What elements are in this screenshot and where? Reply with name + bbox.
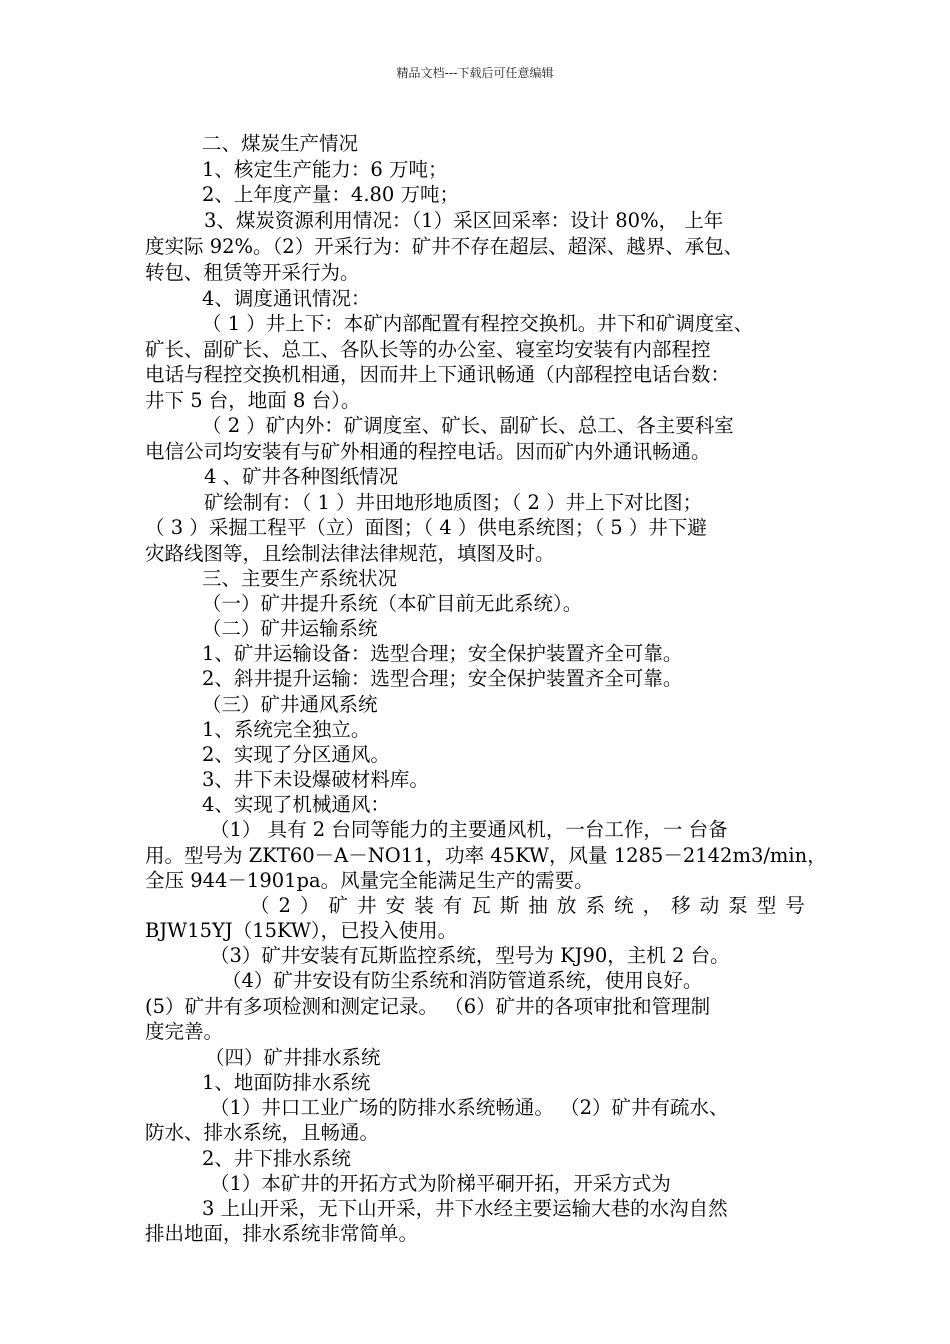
text-line: 灾路线图等，且绘制法律法律规范，填图及时。 [145, 542, 555, 565]
text-line: （ 2 ）矿内外：矿调度室、矿长、副矿长、总工、各主要科室 [202, 414, 734, 437]
text-line: 4 、矿井各种图纸情况 [204, 465, 399, 488]
text-line: 全压 944－1901pa。风量完全能满足生产的需要。 [145, 869, 594, 892]
text-line: 2、井下排水系统 [202, 1147, 351, 1170]
text-line: （1） 具有 2 台同等能力的主要通风机，一台工作，一 台备 [210, 818, 728, 841]
text-line: （1）井口工业广场的防排水系统畅通。 （2）矿井有疏水、 [210, 1096, 729, 1119]
text-line: 1、核定生产能力：6 万吨； [202, 158, 448, 181]
page-header: 精品文档---下载后可任意编辑 [396, 66, 554, 80]
text-line: （4）矿井安设有防尘系统和消防管道系统，使用良好。 [222, 969, 703, 992]
text-line: （3）矿井安装有瓦斯监控系统，型号为 KJ90，主机 2 台。 [210, 944, 730, 967]
text-line: 4、实现了机械通风： [202, 793, 390, 816]
text-line: （二）矿井运输系统 [202, 617, 378, 640]
text-line: （ 3 ）采掘工程平（立）面图；（ 4 ）供电系统图；（ 5 ）井下避 [145, 516, 707, 539]
text-line: 矿绘制有：（ 1 ）井田地形地质图；（ 2 ）井上下对比图； [204, 491, 703, 514]
text-line: （ 1 ）井上下：本矿内部配置有程控交换机。井下和矿调度室、 [202, 312, 754, 335]
text-line: 1、地面防排水系统 [202, 1071, 371, 1094]
text-line: 二、煤炭生产情况 [202, 132, 359, 155]
text-line: （1）本矿井的开拓方式为阶梯平硐开拓，开采方式为 [210, 1172, 671, 1195]
text-line: （一）矿井提升系统（本矿目前无此系统）。 [202, 592, 583, 615]
text-line: 电话与程控交换机相通，因而井上下通讯畅通（内部程控电话台数： [145, 363, 731, 386]
text-line: 3、煤炭资源利用情况：（1）采区回采率：设计 80%， 上年 [204, 209, 724, 232]
text-line: （ 2 ） 矿 井 安 装 有 瓦 斯 抽 放 系 统 ， 移 动 泵 型 号 [250, 894, 805, 917]
text-line: 电信公司均安装有与矿外相通的程控电话。因而矿内外通讯畅通。 [145, 440, 711, 463]
text-line: 2、斜井提升运输：选型合理；安全保护装置齐全可靠。 [202, 667, 683, 690]
text-line: 防水、排水系统，且畅通。 [145, 1121, 380, 1144]
text-line: 2、上年度产量：4.80 万吨； [202, 183, 460, 206]
text-line: 矿长、副矿长、总工、各队长等的办公室、寝室均安装有内部程控 [145, 338, 711, 361]
text-line: 2、实现了分区通风。 [202, 743, 390, 766]
text-line: （四）矿井排水系统 [205, 1046, 381, 1069]
text-line: 排出地面，排水系统非常简单。 [145, 1222, 419, 1245]
text-line: 三、主要生产系统状况 [202, 567, 398, 590]
text-line: 1、系统完全独立。 [202, 718, 371, 741]
text-line: 度完善。 [145, 1020, 224, 1043]
text-line: 1、矿井运输设备：选型合理；安全保护装置齐全可靠。 [202, 642, 683, 665]
text-line: 3、井下未设爆破材料库。 [202, 768, 429, 791]
text-line: 4、调度通讯情况： [202, 287, 371, 310]
text-line: 用。型号为 ZKT60－A－NO11，功率 45KW，风量 1285－2142m3/min， [145, 844, 827, 867]
text-line: （三）矿井通风系统 [202, 693, 378, 716]
text-line: 度实际 92%。（2）开采行为：矿井不存在超层、超深、越界、承包、 [145, 235, 744, 258]
text-line: (5）矿井有多项检测和测定记录。 （6）矿井的各项审批和管理制 [145, 995, 711, 1018]
text-line: BJW15YJ（15KW），已投入使用。 [145, 919, 458, 942]
text-line: 转包、租赁等开采行为。 [145, 261, 360, 284]
text-line: 3 上山开采，无下山开采，井下水经主要运输大巷的水沟自然 [202, 1197, 728, 1220]
text-line: 井下 5 台，地面 8 台）。 [145, 389, 361, 412]
